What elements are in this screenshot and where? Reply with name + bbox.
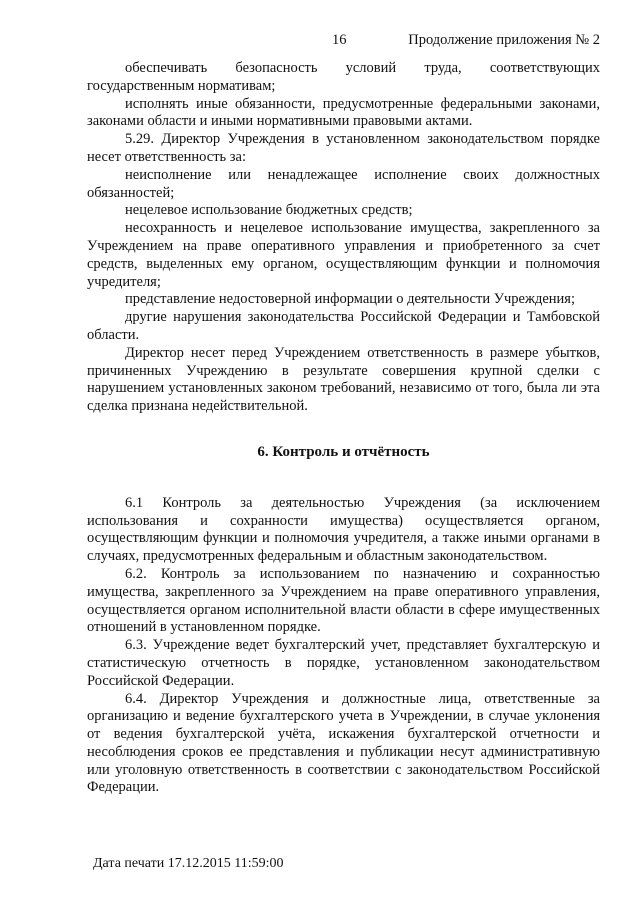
- paragraph: 6.1 Контроль за деятельностью Учреждения (за исключением использования и сохранности имущества) осуществляется органом, осуществляющим функции и полномочия учредителя, а также иными органами в случаях, предусмотренных федеральным и областным законодательством.: [87, 494, 600, 565]
- paragraph: нецелевое использование бюджетных средств;: [125, 202, 413, 219]
- spacer: [87, 416, 600, 444]
- paragraph: 6.3. Учреждение ведет бухгалтерский учет, представляет бухгалтерскую и статистическую отчетность в порядке, установленном законодательством Российской Федерации.: [87, 637, 600, 689]
- paragraph: представление недостоверной информации о деятельности Учреждения;: [125, 291, 576, 308]
- paragraph: 5.29. Директор Учреждения в установленном законодательством порядке несет ответственность за:: [87, 131, 600, 165]
- section-heading: 6. Контроль и отчётность: [257, 443, 430, 460]
- document-body: [87, 60, 600, 797]
- spacer: [87, 462, 600, 495]
- paragraph: Директор несет перед Учреждением ответственность в размере убытков, причиненных Учреждению в результате совершения крупной сделки с нарушением установленных законом требований, независимо от того, была ли эта сделка признана недействительной.: [87, 344, 600, 415]
- page-header: [0, 30, 640, 50]
- paragraph: неисполнение или ненадлежащее исполнение своих должностных обязанностей;: [87, 166, 600, 201]
- paragraph: несохранность и нецелевое использование имущества, закрепленного за Учреждением на праве оперативного управления и приобретенного за счет средств, выделенных ему органом, осуществляющим функции и полномочия учредителя;: [87, 220, 600, 290]
- paragraph: другие нарушения законодательства Российской Федерации и Тамбовской области.: [87, 309, 600, 343]
- paragraph: обеспечивать безопасность условий труда, соответствующих государственным нормативам;: [87, 60, 600, 94]
- print-date-footer: Дата печати 17.12.2015 11:59:00: [93, 856, 284, 871]
- paragraph: 6.4. Директор Учреждения и должностные лица, ответственные за организацию и ведение бухгалтерского учета в Учреждении, в случае уклонения от ведения бухгалтерской учёта, искажения бухгалтерской отчетности и несоблюдения сроков ее представления и публикации несут административную или уголовную ответственность в соответствии с законодательством Российской Федерации.: [87, 690, 600, 796]
- appendix-continuation-note: Продолжение приложения № 2: [408, 32, 600, 48]
- page-number: 16: [332, 32, 347, 48]
- paragraph: 6.2. Контроль за использованием по назначению и сохранностью имущества, закрепленного за Учреждением на праве оперативного управления, осуществляется органом исполнительной власти области в сфере имущественных отношений в установленном порядке.: [87, 565, 600, 636]
- paragraph: исполнять иные обязанности, предусмотренные федеральными законами, законами области и иными нормативными правовыми актами.: [87, 95, 600, 130]
